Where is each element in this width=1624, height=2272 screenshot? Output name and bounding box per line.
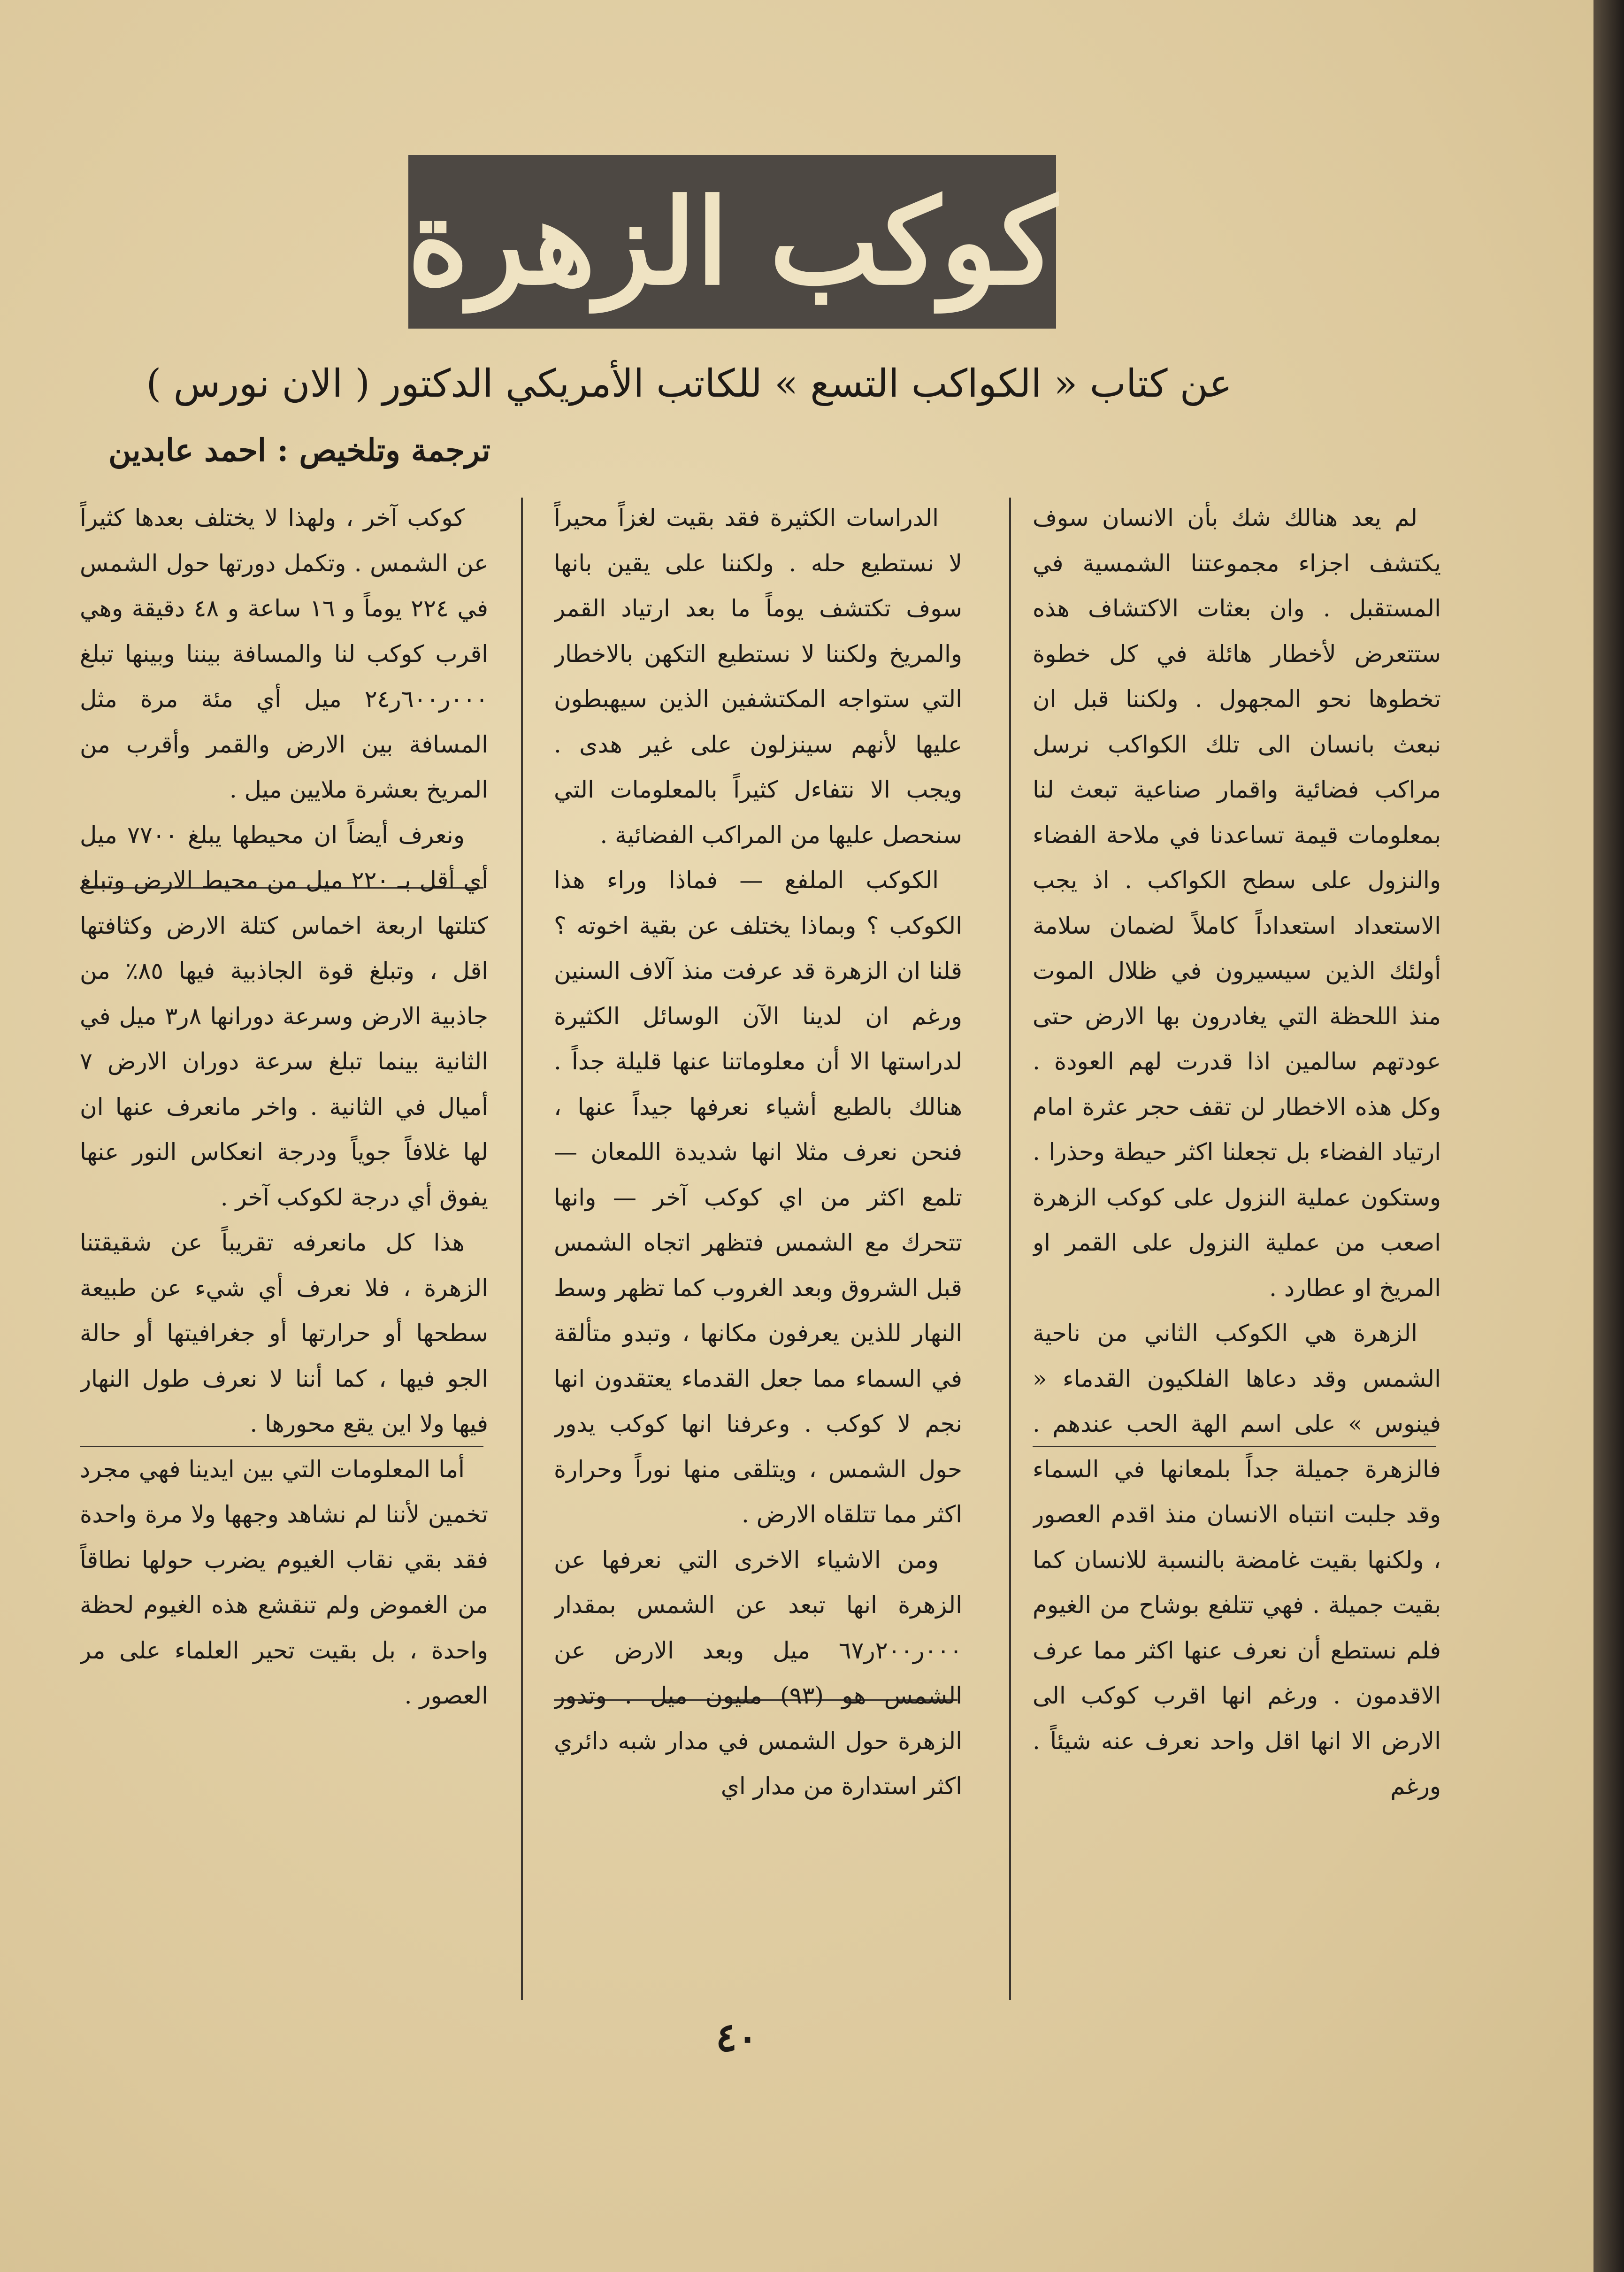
paragraph: أما المعلومات التي بين ايدينا فهي مجرد تخمين لأننا لم نشاهد وجهها ولا مرة واحدة فقد بقي نقاب الغيوم يضرب حولها نطاقاً من الغموض ولم تنقشع هذه الغيوم لحظة واحدة ، بل بقيت تحير العلماء على مر العصور . [80, 1455, 488, 1709]
page-number: ٤٠ [715, 2014, 758, 2060]
title-banner [408, 155, 1056, 329]
paragraph: ومن الاشياء الاخرى التي نعرفها عن الزهرة انها تبعد عن الشمس بمقدار ٠٠٠ر٢٠٠ر٦٧ ميل وبعد الارض عن الشمس هو (٩٣) مليون ميل . وتدور الزهرة حول الشمس في مدار شبه دائري اكثر استدارة من مدار اي [554, 1546, 962, 1800]
column-divider-right [1009, 498, 1011, 2000]
article-subtitle: عن كتاب « الكواكب التسع » للكاتب الأمريكي الدكتور ( الان نورس ) [146, 361, 1232, 406]
article-title: كوكب الزهرة [407, 173, 1057, 311]
paragraph: هذا كل مانعرفه تقريباً عن شقيقتنا الزهرة ، فلا نعرف أي شيء عن طبيعة سطحها أو حرارتها أو جغرافيتها أو حالة الجو فيها ، كما أننا لا نعرف طول النهار فيها ولا اين يقع محورها . [80, 1229, 488, 1437]
paragraph: كوكب آخر ، ولهذا لا يختلف بعدها كثيراً عن الشمس . وتكمل دورتها حول الشمس في ٢٢٤ يوماً و ١٦ ساعة و ٤٨ دقيقة وهي اقرب كوكب لنا والمسافة بيننا وبينها تبلغ ٠٠٠ر٦٠٠ر٢٤ ميل أي مئة مرة مثل المسافة بين الارض والقمر وأقرب من المريخ بعشرة ملايين ميل . [80, 504, 488, 803]
paragraph: الكوكب الملفع — فماذا وراء هذا الكوكب ؟ وبماذا يختلف عن بقية اخوته ؟ قلنا ان الزهرة قد عرفت منذ آلاف السنين ورغم ان لدينا الآن الوسائل الكثيرة لدراستها الا أن معلوماتنا عنها قليلة جداً . هنالك بالطبع أشياء نعرفها جيداً عنها ، فنحن نعرف مثلا انها شديدة اللمعان — تلمع اكثر من اي كوكب آخر — وانها تتحرك مع الشمس فتظهر اتجاه الشمس قبل الشروق وبعد الغروب كما تظهر وسط النهار للذين يعرفون مكانها ، وتبدو متألقة في السماء مما جعل القدماء يعتقدون انها نجم لا كوكب . وعرفنا انها كوكب يدور حول الشمس ، ويتلقى منها نوراً وحرارة اكثر مما تتلقاه الارض . [554, 867, 962, 1528]
column-divider-left [521, 498, 523, 2000]
translator-credit: ترجمة وتلخيص : احمد عابدين [108, 432, 490, 468]
page-edge-shadow [1593, 0, 1624, 2272]
paragraph: ونعرف أيضاً ان محيطها يبلغ ٧٧٠٠ ميل أي أقل بـ ٢٢٠ ميل من محيط الارض وتبلغ كتلتها اربعة اخماس كتلة الارض وكثافتها اقل ، وتبلغ قوة الجاذبية فيها ٨٥٪ من جاذبية الارض وسرعة دورانها ٨ر٣ ميل في الثانية بينما تبلغ سرعة دوران الارض ٧ أميال في الثانية . واخر مانعرف عنها ان لها غلافاً جوياً ودرجة انعكاس النور عنها يفوق أي درجة لكوكب آخر . [80, 821, 488, 1211]
paragraph: لم يعد هنالك شك بأن الانسان سوف يكتشف اجزاء مجموعتنا الشمسية في المستقبل . وان بعثات الاكتشاف هذه ستتعرض لأخطار هائلة في كل خطوة تخطوها نحو المجهول . ولكننا قبل ان نبعث بانسان الى تلك الكواكب نرسل مراكب فضائية واقمار صناعية تبعث لنا بمعلومات قيمة تساعدنا في ملاحة الفضاء والنزول على سطح الكواكب . اذ يجب الاستعداد استعداداً كاملاً لضمان سلامة أولئك الذين سيسيرون في ظلال الموت منذ اللحظة التي يغادرون بها الارض حتى عودتهم سالمين اذا قدرت لهم العودة . وكل هذه الاخطار لن تقف حجر عثرة امام ارتياد الفضاء بل تجعلنا اكثر حيطة وحذرا . وستكون عملية النزول على كوكب الزهرة اصعب من عملية النزول على القمر او المريخ او عطارد . [1033, 504, 1441, 1302]
text-column-middle [554, 495, 962, 2002]
text-column-right [1033, 495, 1441, 2002]
paragraph: الزهرة هي الكوكب الثاني من ناحية الشمس وقد دعاها الفلكيون القدماء « فينوس » على اسم الهة الحب عندهم . فالزهرة جميلة جداً بلمعانها في السماء وقد جلبت انتباه الانسان منذ اقدم العصور ، ولكنها بقيت غامضة بالنسبة للانسان كما بقيت جميلة . فهي تتلفع بوشاح من الغيوم فلم نستطع أن نعرف عنها اكثر مما عرف الاقدمون . ورغم انها اقرب كوكب الى الارض الا انها اقل واحد نعرف عنه شيئاً . ورغم [1033, 1320, 1441, 1800]
text-column-left [80, 495, 488, 2002]
paragraph: الدراسات الكثيرة فقد بقيت لغزاً محيراً لا نستطيع حله . ولكننا على يقين بانها سوف تكتشف يوماً ما بعد ارتياد القمر والمريخ ولكننا لا نستطيع التكهن بالاخطار التي ستواجه المكتشفين الذين سيهبطون عليها لأنهم سينزلون على غير هدى . ويجب الا نتفاءل كثيراً بالمعلومات التي سنحصل عليها من المراكب الفضائية . [554, 504, 962, 849]
